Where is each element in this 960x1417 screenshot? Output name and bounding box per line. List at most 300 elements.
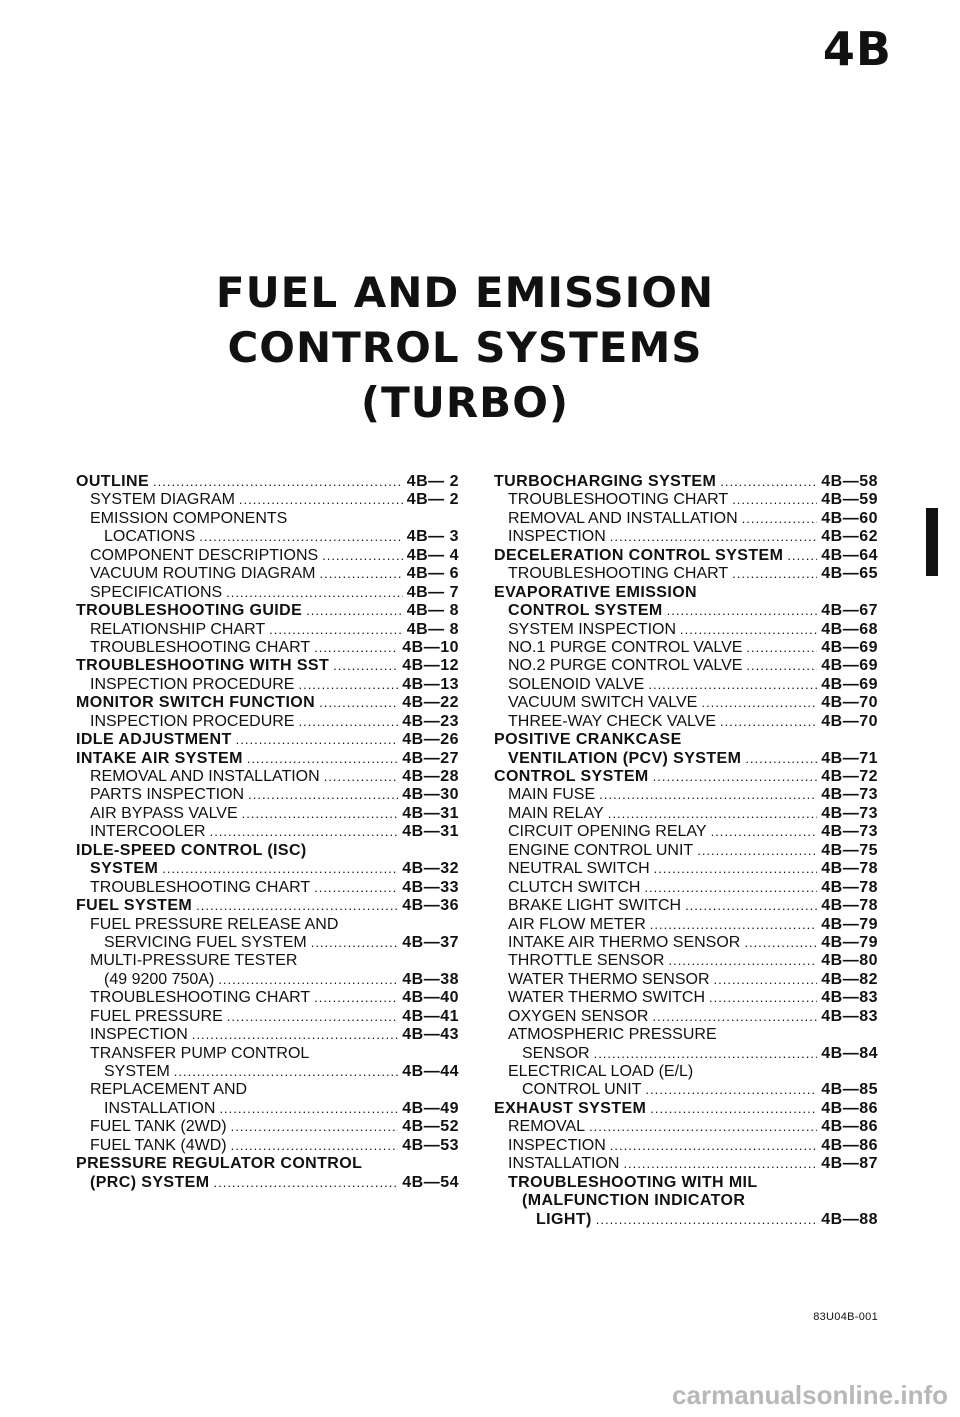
dot-leader bbox=[218, 971, 398, 989]
toc-entry-page: 4B—58 bbox=[821, 473, 878, 490]
dot-leader bbox=[319, 694, 398, 712]
toc-entry-page: 4B—37 bbox=[402, 933, 459, 951]
dot-leader bbox=[319, 565, 402, 583]
toc-entry-page: 4B—69 bbox=[821, 675, 878, 693]
dot-leader bbox=[701, 694, 817, 712]
toc-entry-page: 4B—12 bbox=[402, 657, 459, 675]
dot-leader bbox=[226, 584, 403, 602]
toc-entry[interactable] bbox=[76, 989, 459, 1007]
toc-entry[interactable] bbox=[494, 971, 878, 989]
toc-entry-page: 4B—32 bbox=[402, 860, 459, 878]
toc-entry-label: CONTROL SYSTEM bbox=[494, 768, 649, 785]
toc-entry[interactable] bbox=[76, 1008, 459, 1026]
toc-entry-page: 4B—23 bbox=[402, 712, 459, 730]
dot-leader bbox=[720, 473, 817, 491]
watermark: carmanualsonline.info bbox=[672, 1380, 948, 1410]
toc-entry-page: 4B—28 bbox=[402, 768, 459, 785]
dot-leader bbox=[720, 713, 817, 731]
toc-entry-page: 4B—73 bbox=[821, 804, 878, 822]
toc-entry[interactable] bbox=[76, 750, 459, 768]
dot-leader bbox=[248, 786, 398, 804]
dot-leader bbox=[623, 1155, 817, 1173]
toc-entry-label: TURBOCHARGING SYSTEM bbox=[494, 473, 717, 490]
toc-entry[interactable] bbox=[494, 1137, 878, 1155]
toc-entry-label: THREE-WAY CHECK VALVE bbox=[508, 712, 717, 730]
dot-leader bbox=[322, 547, 403, 565]
dot-leader bbox=[333, 657, 398, 675]
dot-leader bbox=[306, 602, 403, 620]
toc-entry-label: COMPONENT DESCRIPTIONS bbox=[90, 546, 319, 564]
toc-entry-page: 4B—52 bbox=[402, 1118, 459, 1136]
toc-entry[interactable] bbox=[494, 1174, 878, 1192]
toc-entry-label: TROUBLESHOOTING WITH SST bbox=[76, 657, 330, 675]
toc-entry[interactable] bbox=[494, 860, 878, 878]
toc-entry-label: REMOVAL bbox=[508, 1118, 586, 1136]
toc-entry-label: INTAKE AIR THERMO SENSOR bbox=[508, 933, 741, 951]
toc-entry-page: 4B—80 bbox=[821, 952, 878, 970]
toc-entry-page: 4B—69 bbox=[821, 638, 878, 656]
title-line-3: (TURBO) bbox=[360, 378, 570, 427]
toc-entry[interactable] bbox=[76, 971, 459, 989]
dot-leader bbox=[610, 1137, 817, 1155]
toc-entry-label: INSPECTION bbox=[508, 528, 606, 546]
toc-entry[interactable] bbox=[494, 657, 878, 675]
toc-entry-label: WATER THERMO SWITCH bbox=[508, 989, 706, 1007]
toc-entry[interactable] bbox=[76, 584, 459, 602]
dot-leader bbox=[610, 528, 817, 546]
toc-entry-label: INTERCOOLER bbox=[90, 823, 206, 841]
toc-entry-label: SERVICING FUEL SYSTEM bbox=[104, 933, 307, 951]
toc-entry-page: 4B—30 bbox=[402, 786, 459, 804]
toc-entry[interactable] bbox=[494, 989, 878, 1007]
toc-entry[interactable] bbox=[76, 639, 459, 657]
toc-entry-page: 4B—26 bbox=[402, 731, 459, 749]
page-title bbox=[0, 265, 930, 430]
toc-entry[interactable] bbox=[76, 842, 459, 860]
dot-leader bbox=[650, 1100, 817, 1118]
toc-entry[interactable] bbox=[494, 639, 878, 657]
dot-leader bbox=[153, 473, 403, 491]
toc-entry-label: LIGHT) bbox=[536, 1210, 592, 1228]
section-code: 4B bbox=[822, 22, 892, 76]
toc-entry[interactable] bbox=[76, 547, 459, 565]
toc-entry-page: 4B—73 bbox=[821, 823, 878, 841]
toc-entry-label: TROUBLESHOOTING WITH MIL bbox=[508, 1173, 758, 1191]
toc-entry[interactable] bbox=[494, 934, 878, 952]
dot-leader bbox=[324, 768, 399, 786]
toc-entry-page: 4B—36 bbox=[402, 897, 459, 915]
figure-id: 83U04B-001 bbox=[813, 1311, 878, 1323]
toc-entry-page: 4B—79 bbox=[821, 933, 878, 951]
toc-entry-label: SPECIFICATIONS bbox=[90, 583, 223, 601]
dot-leader bbox=[242, 805, 399, 823]
toc-entry-label: VACUUM SWITCH VALVE bbox=[508, 694, 698, 712]
toc-entry-label: REMOVAL AND INSTALLATION bbox=[508, 509, 738, 527]
dot-leader bbox=[787, 547, 817, 565]
toc-entry-page: 4B—22 bbox=[402, 694, 459, 712]
toc-entry-page: 4B— 6 bbox=[406, 565, 459, 583]
toc-entry[interactable] bbox=[494, 565, 878, 583]
toc-entry-page: 4B—78 bbox=[821, 860, 878, 878]
toc-entry[interactable] bbox=[76, 565, 459, 583]
toc-entry[interactable] bbox=[76, 823, 459, 841]
dot-leader bbox=[654, 860, 818, 878]
title-line-1: FUEL AND EMISSION bbox=[215, 268, 715, 317]
toc-entry[interactable] bbox=[494, 473, 878, 491]
toc-entry-label: SYSTEM bbox=[104, 1063, 170, 1080]
toc-entry[interactable] bbox=[494, 510, 878, 528]
toc-entry-page: 4B— 2 bbox=[406, 473, 459, 490]
toc-entry-page: 4B— 8 bbox=[406, 602, 459, 620]
thumb-index-marker bbox=[926, 508, 938, 576]
toc-entry[interactable] bbox=[494, 491, 878, 509]
toc-entry-page: 4B—67 bbox=[821, 602, 878, 620]
dot-leader bbox=[210, 823, 399, 841]
toc-entry-label: (49 9200 750A) bbox=[104, 970, 215, 988]
toc-entry-label: OXYGEN SENSOR bbox=[508, 1007, 649, 1025]
toc-entry-label: TROUBLESHOOTING CHART bbox=[508, 491, 729, 509]
dot-leader bbox=[745, 750, 817, 768]
toc-entry[interactable] bbox=[76, 657, 459, 675]
dot-leader bbox=[314, 989, 398, 1007]
toc-entry-page: 4B—40 bbox=[402, 989, 459, 1007]
toc-entry-label: INSPECTION bbox=[508, 1136, 606, 1154]
toc-entry-label: FUEL PRESSURE RELEASE AND bbox=[90, 915, 339, 933]
toc-entry-page: 4B—54 bbox=[402, 1173, 459, 1191]
toc-entry-page: 4B—38 bbox=[402, 970, 459, 988]
toc-entry-label: CIRCUIT OPENING RELAY bbox=[508, 823, 707, 841]
toc-entry[interactable] bbox=[494, 750, 878, 768]
toc-entry[interactable] bbox=[76, 510, 459, 528]
toc-entry-page: 4B—86 bbox=[821, 1099, 878, 1117]
toc-entry-page: 4B—65 bbox=[821, 565, 878, 583]
toc-entry-label: RELATIONSHIP CHART bbox=[90, 620, 266, 638]
dot-leader bbox=[174, 1063, 398, 1081]
dot-leader bbox=[650, 916, 817, 934]
toc-entry-label: SENSOR bbox=[522, 1044, 590, 1062]
dot-leader bbox=[732, 565, 817, 583]
toc-entry-label: ENGINE CONTROL UNIT bbox=[508, 841, 694, 859]
toc-entry-page: 4B—78 bbox=[821, 878, 878, 896]
toc-entry[interactable] bbox=[494, 1118, 878, 1136]
toc-entry-label: FUEL SYSTEM bbox=[76, 897, 193, 915]
toc-entry-label: SYSTEM bbox=[90, 860, 159, 878]
toc-entry-label: ATMOSPHERIC PRESSURE bbox=[508, 1026, 717, 1044]
dot-leader bbox=[231, 1118, 399, 1136]
toc-entry[interactable] bbox=[494, 1008, 878, 1026]
toc-entry[interactable] bbox=[76, 916, 459, 934]
toc-entry-page: 4B—84 bbox=[821, 1044, 878, 1062]
dot-leader bbox=[298, 713, 398, 731]
toc-entry-label: INTAKE AIR SYSTEM bbox=[76, 749, 243, 767]
toc-entry[interactable] bbox=[76, 602, 459, 620]
toc-entry[interactable] bbox=[76, 786, 459, 804]
toc-entry[interactable] bbox=[76, 676, 459, 694]
toc-entry-page: 4B—10 bbox=[402, 638, 459, 656]
toc-entry[interactable] bbox=[76, 1137, 459, 1155]
dot-leader bbox=[213, 1174, 398, 1192]
dot-leader bbox=[199, 528, 402, 546]
toc-entry[interactable] bbox=[494, 768, 878, 786]
toc-entry-page: 4B—68 bbox=[821, 620, 878, 638]
toc-entry[interactable] bbox=[494, 952, 878, 970]
toc-entry-label: NO.2 PURGE CONTROL VALVE bbox=[508, 657, 743, 675]
toc-entry[interactable] bbox=[76, 860, 459, 878]
toc-entry-page: 4B—78 bbox=[821, 897, 878, 915]
toc-entry[interactable] bbox=[494, 823, 878, 841]
toc-entry-page: 4B—70 bbox=[821, 694, 878, 712]
toc-entry-label: INSPECTION bbox=[90, 1026, 188, 1044]
toc-entry[interactable] bbox=[76, 694, 459, 712]
toc-entry-page: 4B—88 bbox=[821, 1210, 878, 1228]
toc-entry-page: 4B—73 bbox=[821, 786, 878, 804]
toc-entry[interactable] bbox=[494, 1211, 878, 1229]
dot-leader bbox=[599, 786, 817, 804]
toc-entry-label: CONTROL UNIT bbox=[522, 1081, 642, 1099]
toc-entry[interactable] bbox=[494, 1026, 878, 1044]
dot-leader bbox=[645, 1081, 817, 1099]
dot-leader bbox=[247, 750, 398, 768]
toc-entry-label: THROTTLE SENSOR bbox=[508, 952, 665, 970]
toc-entry-label: REPLACEMENT AND bbox=[90, 1081, 248, 1099]
toc-entry-page: 4B—53 bbox=[402, 1136, 459, 1154]
dot-leader bbox=[269, 621, 403, 639]
toc-entry[interactable] bbox=[494, 916, 878, 934]
toc-entry-label: LOCATIONS bbox=[104, 528, 196, 546]
toc-entry-label: CONTROL SYSTEM bbox=[508, 602, 663, 620]
toc-entry-label: REMOVAL AND INSTALLATION bbox=[90, 768, 320, 785]
dot-leader bbox=[589, 1118, 817, 1136]
toc-entry-label: OUTLINE bbox=[76, 473, 150, 490]
dot-leader bbox=[239, 491, 403, 509]
toc-entry[interactable] bbox=[76, 768, 459, 786]
toc-entry-page: 4B—60 bbox=[821, 509, 878, 527]
toc-entry[interactable] bbox=[494, 879, 878, 897]
toc-entry[interactable] bbox=[494, 842, 878, 860]
toc-entry-page: 4B—59 bbox=[821, 491, 878, 509]
dot-leader bbox=[653, 768, 818, 786]
toc-entry-label: EVAPORATIVE EMISSION bbox=[494, 583, 697, 601]
toc-entry-page: 4B—31 bbox=[402, 823, 459, 841]
toc-entry-label: TROUBLESHOOTING GUIDE bbox=[76, 602, 303, 620]
toc-entry-label: EXHAUST SYSTEM bbox=[494, 1099, 647, 1117]
toc-entry[interactable] bbox=[494, 786, 878, 804]
toc-entry-page: 4B—71 bbox=[821, 749, 878, 767]
toc-entry[interactable] bbox=[494, 1192, 878, 1210]
toc-entry[interactable] bbox=[76, 879, 459, 897]
dot-leader bbox=[652, 1008, 817, 1026]
title-line-2: CONTROL SYSTEMS bbox=[227, 323, 703, 372]
dot-leader bbox=[227, 1008, 398, 1026]
toc-entry-label: ELECTRICAL LOAD (E/L) bbox=[508, 1063, 694, 1080]
toc-right-column bbox=[494, 473, 878, 1229]
dot-leader bbox=[742, 510, 818, 528]
toc-entry[interactable] bbox=[494, 1100, 878, 1118]
toc-entry-page: 4B—72 bbox=[821, 768, 878, 785]
toc-entry[interactable] bbox=[494, 602, 878, 620]
dot-leader bbox=[685, 897, 817, 915]
toc-entry-label: POSITIVE CRANKCASE bbox=[494, 731, 682, 749]
dot-leader bbox=[236, 731, 399, 749]
toc-entry[interactable] bbox=[76, 805, 459, 823]
dot-leader bbox=[697, 842, 817, 860]
toc-entry-page: 4B—41 bbox=[402, 1007, 459, 1025]
toc-entry-label: INSTALLATION bbox=[104, 1099, 216, 1117]
toc-entry[interactable] bbox=[76, 1155, 459, 1173]
toc-entry-page: 4B—33 bbox=[402, 878, 459, 896]
toc-entry[interactable] bbox=[494, 713, 878, 731]
toc-entry[interactable] bbox=[76, 1118, 459, 1136]
toc-entry-label: AIR BYPASS VALVE bbox=[90, 804, 238, 822]
toc-entry-label: PRESSURE REGULATOR CONTROL bbox=[76, 1155, 363, 1173]
toc-entry-page: 4B—13 bbox=[402, 675, 459, 693]
toc-entry[interactable] bbox=[76, 1100, 459, 1118]
dot-leader bbox=[162, 860, 398, 878]
toc-entry-label: FUEL TANK (4WD) bbox=[90, 1136, 227, 1154]
toc-entry-label: MULTI-PRESSURE TESTER bbox=[90, 952, 298, 970]
dot-leader bbox=[746, 639, 817, 657]
toc-entry[interactable] bbox=[494, 897, 878, 915]
dot-leader bbox=[714, 971, 818, 989]
dot-leader bbox=[314, 639, 398, 657]
dot-leader bbox=[298, 676, 398, 694]
toc-entry-page: 4B—79 bbox=[821, 915, 878, 933]
dot-leader bbox=[648, 676, 817, 694]
toc-entry-label: IDLE-SPEED CONTROL (ISC) bbox=[76, 841, 307, 859]
toc-entry-page: 4B— 7 bbox=[406, 583, 459, 601]
dot-leader bbox=[231, 1137, 399, 1155]
toc-entry[interactable] bbox=[76, 897, 459, 915]
toc-entry-page: 4B—64 bbox=[821, 546, 878, 564]
toc-entry-page: 4B—83 bbox=[821, 1007, 878, 1025]
dot-leader bbox=[711, 823, 818, 841]
toc-entry-label: CLUTCH SWITCH bbox=[508, 878, 641, 896]
toc-entry-page: 4B—62 bbox=[821, 528, 878, 546]
toc-entry-page: 4B—44 bbox=[402, 1063, 459, 1080]
toc-entry-page: 4B—86 bbox=[821, 1136, 878, 1154]
toc-entry-page: 4B—43 bbox=[402, 1026, 459, 1044]
toc-entry-page: 4B—86 bbox=[821, 1118, 878, 1136]
toc-entry-page: 4B— 2 bbox=[406, 491, 459, 509]
toc-entry[interactable] bbox=[76, 731, 459, 749]
toc-entry-label: VACUUM ROUTING DIAGRAM bbox=[90, 565, 316, 583]
toc-entry-page: 4B— 8 bbox=[406, 620, 459, 638]
dot-leader bbox=[219, 1100, 398, 1118]
toc-entry[interactable] bbox=[76, 1026, 459, 1044]
toc-entry[interactable] bbox=[76, 528, 459, 546]
toc-entry-page: 4B—83 bbox=[821, 989, 878, 1007]
toc-entry-label: IDLE ADJUSTMENT bbox=[76, 731, 232, 749]
toc-entry-label: TROUBLESHOOTING CHART bbox=[90, 989, 311, 1007]
toc-entry-label: FUEL PRESSURE bbox=[90, 1007, 223, 1025]
toc-entry[interactable] bbox=[76, 1174, 459, 1192]
toc-entry-label: TROUBLESHOOTING CHART bbox=[508, 565, 729, 583]
dot-leader bbox=[594, 1045, 818, 1063]
toc-entry-label: BRAKE LIGHT SWITCH bbox=[508, 897, 682, 915]
toc-entry[interactable] bbox=[494, 676, 878, 694]
toc-entry-label: SOLENOID VALVE bbox=[508, 675, 645, 693]
toc-entry-page: 4B— 4 bbox=[406, 546, 459, 564]
dot-leader bbox=[667, 602, 818, 620]
toc-entry[interactable] bbox=[494, 1063, 878, 1081]
toc-entry-page: 4B—31 bbox=[402, 804, 459, 822]
toc-entry-label: SYSTEM INSPECTION bbox=[508, 620, 677, 638]
dot-leader bbox=[314, 879, 398, 897]
toc-entry-label: NO.1 PURGE CONTROL VALVE bbox=[508, 638, 743, 656]
toc-entry-label: FUEL TANK (2WD) bbox=[90, 1118, 227, 1136]
toc-entry-label: MONITOR SWITCH FUNCTION bbox=[76, 694, 316, 712]
toc-entry[interactable] bbox=[76, 1081, 459, 1099]
toc-entry-label: INSPECTION PROCEDURE bbox=[90, 675, 295, 693]
dot-leader bbox=[668, 952, 817, 970]
toc-entry-label: INSTALLATION bbox=[508, 1155, 620, 1173]
toc-entry-label: MAIN RELAY bbox=[508, 804, 604, 822]
dot-leader bbox=[192, 1026, 398, 1044]
toc-entry-page: 4B—27 bbox=[402, 749, 459, 767]
toc-entry[interactable] bbox=[76, 1045, 459, 1063]
toc-entry[interactable] bbox=[494, 621, 878, 639]
toc-entry-page: 4B—87 bbox=[821, 1155, 878, 1173]
toc-entry-label: TROUBLESHOOTING CHART bbox=[90, 638, 311, 656]
toc-entry-page: 4B—70 bbox=[821, 712, 878, 730]
toc-entry-page: 4B—75 bbox=[821, 841, 878, 859]
toc-entry[interactable] bbox=[494, 1155, 878, 1173]
toc-entry[interactable] bbox=[76, 713, 459, 731]
toc-entry[interactable] bbox=[76, 952, 459, 970]
toc-entry-label: (PRC) SYSTEM bbox=[90, 1173, 210, 1191]
toc-entry-label: (MALFUNCTION INDICATOR bbox=[522, 1192, 746, 1210]
dot-leader bbox=[644, 879, 817, 897]
toc-entry-label: MAIN FUSE bbox=[508, 786, 596, 804]
toc-entry[interactable] bbox=[76, 1063, 459, 1081]
dot-leader bbox=[746, 657, 817, 675]
toc-entry[interactable] bbox=[76, 491, 459, 509]
dot-leader bbox=[311, 934, 399, 952]
toc-entry-page: 4B—69 bbox=[821, 657, 878, 675]
dot-leader bbox=[608, 805, 818, 823]
dot-leader bbox=[596, 1211, 818, 1229]
toc-entry-label: NEUTRAL SWITCH bbox=[508, 860, 650, 878]
toc-entry[interactable] bbox=[76, 621, 459, 639]
toc-entry-label: VENTILATION (PCV) SYSTEM bbox=[508, 749, 742, 767]
toc-entry[interactable] bbox=[494, 547, 878, 565]
toc-entry-label: AIR FLOW METER bbox=[508, 915, 646, 933]
dot-leader bbox=[744, 934, 817, 952]
toc-entry-label: WATER THERMO SENSOR bbox=[508, 970, 710, 988]
dot-leader bbox=[732, 491, 817, 509]
toc-entry-label: TROUBLESHOOTING CHART bbox=[90, 878, 311, 896]
toc-entry-label: INSPECTION PROCEDURE bbox=[90, 712, 295, 730]
toc-entry-label: DECELERATION CONTROL SYSTEM bbox=[494, 546, 784, 564]
toc-entry-page: 4B— 3 bbox=[406, 528, 459, 546]
toc-entry[interactable] bbox=[76, 473, 459, 491]
toc-entry-page: 4B—49 bbox=[402, 1099, 459, 1117]
toc-entry[interactable] bbox=[494, 694, 878, 712]
toc-entry-page: 4B—85 bbox=[821, 1081, 878, 1099]
toc-entry[interactable] bbox=[494, 805, 878, 823]
toc-entry[interactable] bbox=[76, 934, 459, 952]
toc-entry-label: TRANSFER PUMP CONTROL bbox=[90, 1044, 310, 1062]
toc-entry-label: SYSTEM DIAGRAM bbox=[90, 491, 235, 509]
toc-entry-label: EMISSION COMPONENTS bbox=[90, 509, 288, 527]
toc-entry-label: PARTS INSPECTION bbox=[90, 786, 245, 804]
toc-entry[interactable] bbox=[494, 584, 878, 602]
toc-entry[interactable] bbox=[494, 1081, 878, 1099]
toc-entry[interactable] bbox=[494, 1045, 878, 1063]
dot-leader bbox=[196, 897, 398, 915]
toc-entry[interactable] bbox=[494, 731, 878, 749]
toc-entry[interactable] bbox=[494, 528, 878, 546]
